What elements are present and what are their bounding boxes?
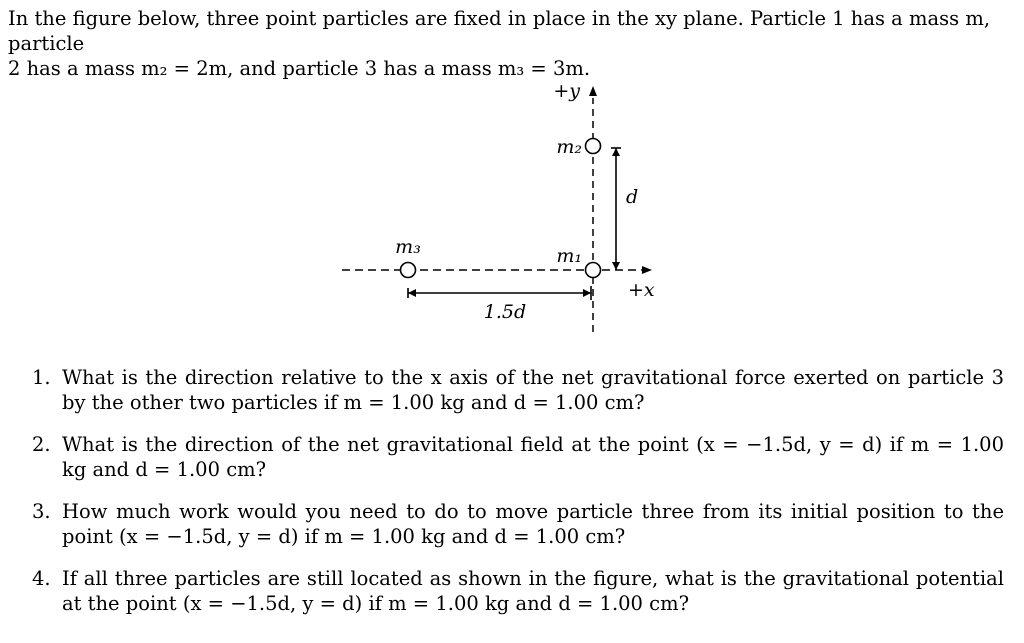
question-number: 1. [32, 366, 51, 389]
intro-line-2: 2 has a mass m₂ = 2m, and particle 3 has a mass m₃ = 3m. [8, 57, 591, 80]
question-text: What is the direction of the net gravitational field at the point (x = −1.5d, y = d) if m = 1.00 kg and d = 1.00 cm? [62, 433, 1004, 481]
question-text: How much work would you need to do to move particle three from its initial position to the point (x = −1.5d, y = d) if m = 1.00 kg and d = 1.00 cm? [62, 500, 1004, 548]
question-item [32, 432, 1004, 482]
particle-3 [401, 263, 416, 278]
x-axis-label: +x [628, 279, 655, 301]
horizontal-distance-arrowhead-right [583, 289, 591, 297]
particle-1 [586, 263, 601, 278]
question-number: 2. [32, 433, 51, 456]
question-item [32, 499, 1004, 549]
question-item [32, 365, 1004, 415]
vertical-distance-arrowhead [612, 148, 620, 156]
y-axis-label: +y [553, 80, 580, 102]
vertical-distance-label: d [626, 186, 639, 208]
particle-3-label: m₃ [395, 236, 421, 258]
particle-2 [586, 139, 601, 154]
particle-2-label: m₂ [556, 136, 582, 158]
horizontal-distance-arrowhead-left [408, 289, 416, 297]
x-axis-arrow [642, 266, 652, 274]
problem-intro [8, 6, 1008, 81]
particle-1-label: m₁ [556, 245, 582, 267]
y-axis-arrow [589, 86, 597, 96]
question-text: If all three particles are still located as shown in the figure, what is the gravitational potential at the point (x = −1.5d, y = d) if m = 1.00 kg and d = 1.00 cm? [62, 567, 1004, 615]
question-item [32, 566, 1004, 616]
question-number: 3. [32, 500, 51, 523]
question-list [32, 365, 1004, 633]
question-number: 4. [32, 567, 51, 590]
question-text: What is the direction relative to the x axis of the net gravitational force exerted on particle 3 by the other two particles if m = 1.00 kg and d = 1.00 cm? [62, 366, 1004, 414]
particle-diagram [330, 72, 670, 342]
vertical-distance-arrowhead-bottom [612, 262, 620, 270]
horizontal-distance-label: 1.5d [483, 301, 527, 323]
intro-line-1: In the figure below, three point particles are fixed in place in the xy plane. Particle 1 has a mass m, particle [8, 7, 991, 55]
